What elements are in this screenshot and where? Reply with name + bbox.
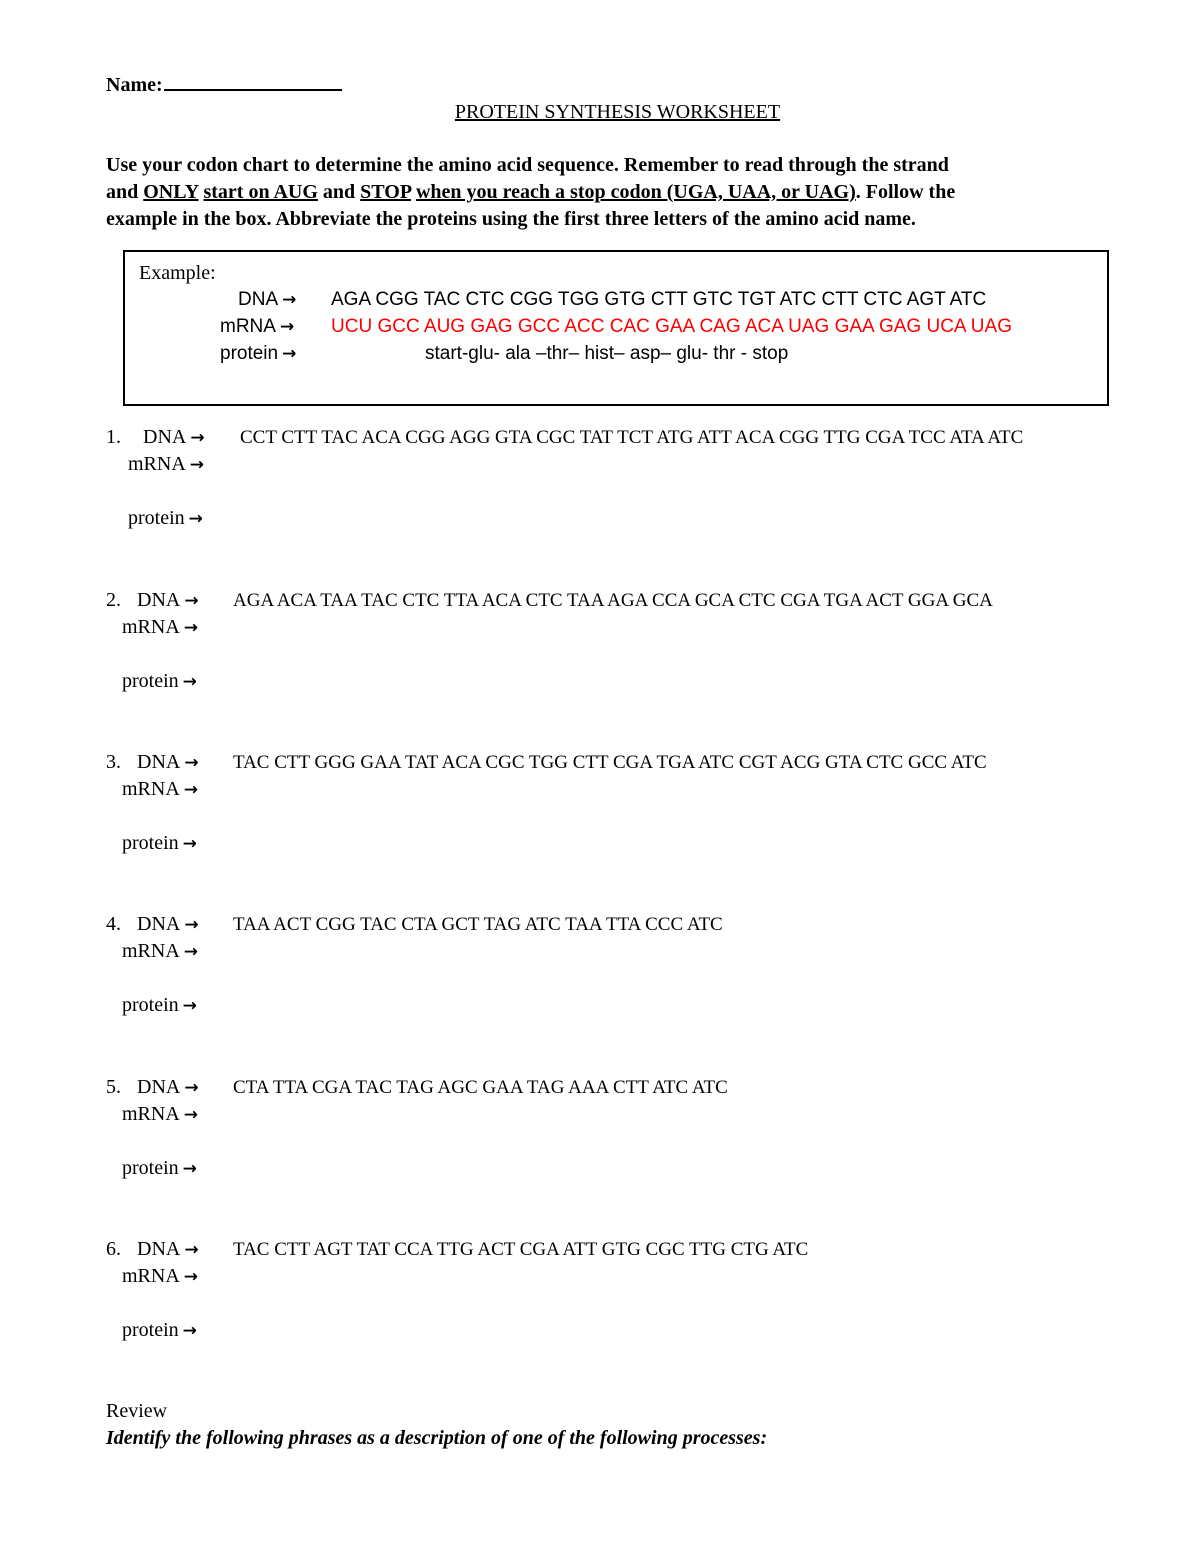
- example-protein-sequence: start-glu- ala –thr– hist– asp– glu- thr - stop: [425, 343, 789, 364]
- problem-6-dna-row: 6. DNA →: [106, 1238, 199, 1260]
- example-dna-label: DNA →: [238, 289, 297, 310]
- arrow-icon: →: [182, 672, 197, 692]
- arrow-icon: →: [182, 996, 197, 1016]
- instructions-line-1: Use your codon chart to determine the amino acid sequence. Remember to read through the strand: [106, 154, 949, 176]
- problem-5-dna-sequence: CTA TTA CGA TAC TAG AGC GAA TAG AAA CTT ATC ATC: [233, 1077, 728, 1098]
- problem-4-mrna-label[interactable]: mRNA →: [122, 940, 199, 962]
- example-box: [123, 250, 1109, 406]
- problem-3-dna-sequence: TAC CTT GGG GAA TAT ACA CGC TGG CTT CGA TGA ATC CGT ACG GTA CTC GCC ATC: [233, 752, 987, 773]
- problem-3-dna-row: 3. DNA →: [106, 751, 199, 773]
- arrow-icon: →: [189, 455, 205, 475]
- arrow-icon: →: [184, 591, 199, 611]
- arrow-icon: →: [188, 509, 203, 529]
- review-heading: Review: [106, 1400, 168, 1422]
- problem-5-dna-row: 5. DNA →: [106, 1076, 199, 1098]
- arrow-icon: →: [183, 780, 199, 800]
- arrow-icon: →: [282, 290, 297, 310]
- problem-1-dna-sequence: CCT CTT TAC ACA CGG AGG GTA CGC TAT TCT ATG ATT ACA CGG TTG CGA TCC ATA ATC: [240, 427, 1024, 448]
- arrow-icon: →: [184, 1240, 199, 1260]
- problem-4-dna-sequence: TAA ACT CGG TAC CTA GCT TAG ATC TAA TTA CCC ATC: [233, 914, 723, 935]
- problem-1-dna-row: 1. DNA →: [106, 426, 205, 448]
- instructions-line-2: and ONLY start on AUG and STOP when you reach a stop codon (UGA, UAA, or UAG). Follow the: [106, 181, 956, 203]
- arrow-icon: →: [279, 317, 295, 337]
- example-label: Example:: [139, 262, 216, 284]
- arrow-icon: →: [182, 834, 197, 854]
- problem-5-protein-label[interactable]: protein →: [122, 1157, 197, 1179]
- problem-2-dna-row: 2. DNA →: [106, 589, 199, 611]
- arrow-icon: →: [182, 1321, 197, 1341]
- instructions-line-3: example in the box. Abbreviate the proteins using the first three letters of the amino acid name.: [106, 208, 916, 230]
- arrow-icon: →: [184, 915, 199, 935]
- problem-2-mrna-label[interactable]: mRNA →: [122, 616, 199, 638]
- example-mrna-sequence: UCU GCC AUG GAG GCC ACC CAC GAA CAG ACA UAG GAA GAG UCA UAG: [331, 316, 1012, 337]
- problem-2-protein-label[interactable]: protein →: [122, 670, 197, 692]
- arrow-icon: →: [282, 344, 297, 364]
- arrow-icon: →: [184, 1078, 199, 1098]
- name-field[interactable]: [106, 74, 342, 97]
- page-title: PROTEIN SYNTHESIS WORKSHEET: [454, 101, 781, 123]
- name-blank[interactable]: [164, 75, 342, 91]
- example-dna-sequence: AGA CGG TAC CTC CGG TGG GTG CTT GTC TGT ATC CTT CTC AGT ATC: [331, 289, 987, 310]
- problem-6-mrna-label[interactable]: mRNA →: [122, 1265, 199, 1287]
- problem-4-dna-row: 4. DNA →: [106, 913, 199, 935]
- problem-3-mrna-label[interactable]: mRNA →: [122, 778, 199, 800]
- problem-5-mrna-label[interactable]: mRNA →: [122, 1103, 199, 1125]
- problem-1-mrna-label[interactable]: mRNA →: [128, 453, 205, 475]
- problem-4-protein-label[interactable]: protein →: [122, 994, 197, 1016]
- example-mrna-label: mRNA →: [220, 316, 295, 337]
- problem-6-protein-label[interactable]: protein →: [122, 1319, 197, 1341]
- arrow-icon: →: [183, 618, 199, 638]
- example-protein-label: protein →: [220, 343, 297, 364]
- arrow-icon: →: [183, 942, 199, 962]
- arrow-icon: →: [182, 1159, 197, 1179]
- problem-1-protein-label[interactable]: protein →: [128, 507, 203, 529]
- arrow-icon: →: [183, 1267, 199, 1287]
- review-prompt: Identify the following phrases as a description of one of the following processes:: [106, 1427, 768, 1449]
- arrow-icon: →: [190, 428, 205, 448]
- arrow-icon: →: [184, 753, 199, 773]
- problem-2-dna-sequence: AGA ACA TAA TAC CTC TTA ACA CTC TAA AGA CCA GCA CTC CGA TGA ACT GGA GCA: [233, 590, 993, 611]
- name-label: Name:: [106, 74, 163, 96]
- problem-3-protein-label[interactable]: protein →: [122, 832, 197, 854]
- instructions: [106, 152, 1136, 233]
- arrow-icon: →: [183, 1105, 199, 1125]
- problem-6-dna-sequence: TAC CTT AGT TAT CCA TTG ACT CGA ATT GTG CGC TTG CTG ATC: [233, 1239, 809, 1260]
